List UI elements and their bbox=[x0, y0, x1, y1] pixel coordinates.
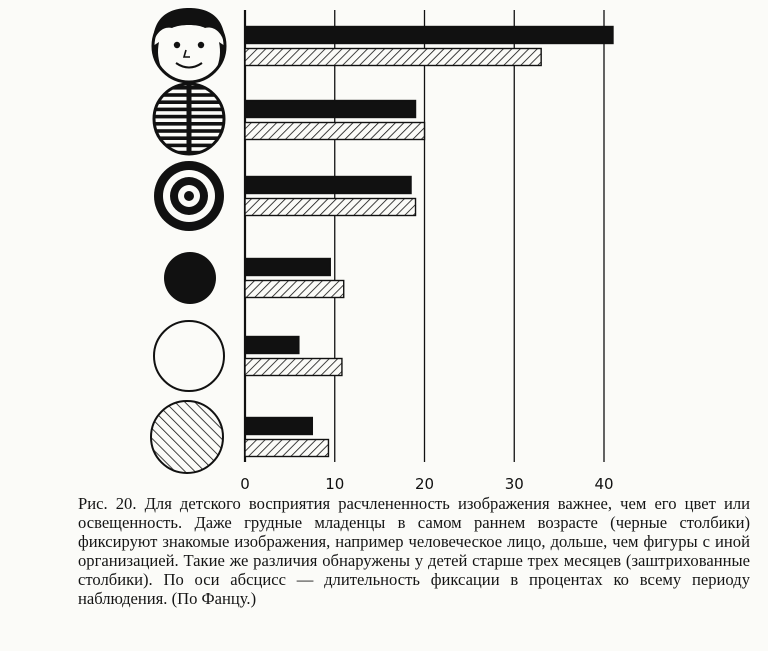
x-tick-label: 30 bbox=[504, 475, 524, 490]
hatched-disc-icon bbox=[151, 401, 223, 473]
caption-text: Рис. 20. Для детского восприятия расчлененность изображения важнее, чем его цвет или освещенность. Даже грудные младенцы в самом раннем возрасте (черные столбики) фиксируют знакомые изображения, например человеческое лицо, дольше, чем фигуры с иной организацией. Такие же различия обнаружены у детей старше трех месяцев (заштрихованные столбики). По оси абсцисс — длительность фиксации в процентах ко всему периоду наблюдения. (По Фанцу.) bbox=[78, 494, 750, 608]
bar-bullseye-hatched bbox=[245, 199, 416, 216]
bar-hatched-disc-black bbox=[245, 418, 312, 435]
x-tick-label: 0 bbox=[240, 475, 250, 490]
stripes-icon bbox=[150, 80, 230, 160]
figure-caption bbox=[78, 494, 750, 608]
x-tick-labels bbox=[240, 475, 613, 490]
bar-hatched-disc-hatched bbox=[245, 440, 328, 457]
face-icon bbox=[153, 8, 225, 82]
bar-stripes-black bbox=[245, 101, 416, 118]
bar-white-disc-hatched bbox=[245, 359, 342, 376]
bar-face-hatched bbox=[245, 49, 541, 66]
white-disc-icon bbox=[154, 321, 224, 391]
black-disc-icon bbox=[164, 252, 216, 304]
grid-lines bbox=[245, 10, 604, 462]
bar-bullseye-black bbox=[245, 177, 411, 194]
bar-black-disc-black bbox=[245, 259, 330, 276]
bar-face-black bbox=[245, 27, 613, 44]
bar-black-disc-hatched bbox=[245, 281, 344, 298]
x-tick-label: 40 bbox=[594, 475, 614, 490]
x-tick-label: 20 bbox=[414, 475, 435, 490]
bar-white-disc-black bbox=[245, 337, 299, 354]
x-tick-label: 10 bbox=[325, 475, 345, 490]
bars-group bbox=[245, 27, 613, 457]
bullseye-icon bbox=[154, 161, 224, 231]
bar-stripes-hatched bbox=[245, 123, 425, 140]
